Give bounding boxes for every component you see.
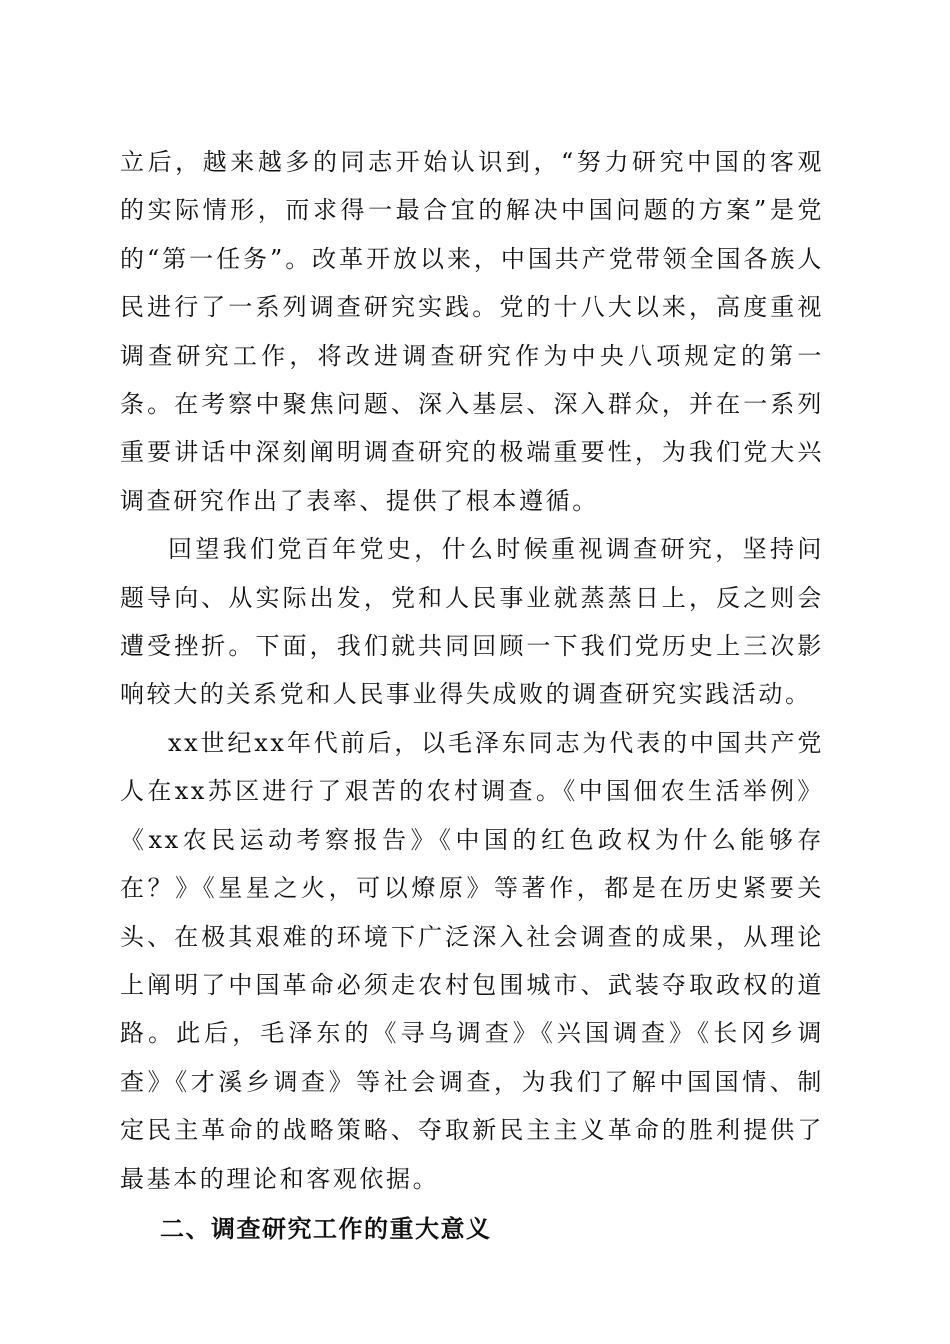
paragraph-rural-investigation: xx世纪xx年代前后，以毛泽东同志为代表的中国共产党人在xx苏区进行了艰苦的农村调查。《中国佃农生活举例》《xx农民运动考察报告》《中国的红色政权为什么能够存在？》《星星之火，可以燎原》等著作，都是在历史紧要关头、在极其艰难的环境下广泛深入社会调查的成果，从理论上阐明了中国革命必须走农村包围城市、武装夺取政权的道路。此后，毛泽东的《寻乌调查》《兴国调查》《长冈乡调查》《才溪乡调查》等社会调查，为我们了解中国国情、制定民主革命的战略策略、夺取新民主主义革命的胜利提供了最基本的理论和客观依据。 (120, 728, 824, 1193)
paragraph-party-history: 回望我们党百年党史，什么时候重视调查研究，坚持问题导向、从实际出发，党和人民事业就蒸蒸日上，反之则会遭受挫折。下面，我们就共同回顾一下我们党历史上三次影响较大的关系党和人民事业得失成败的调查研究实践活动。 (120, 535, 824, 709)
document-body (120, 138, 824, 1255)
section-heading: 二、调查研究工作的重大意义 (160, 1214, 492, 1243)
paragraph-continued: 立后，越来越多的同志开始认识到，“努力研究中国的客观的实际情形，而求得一最合宜的解决中国问题的方案”是党的“第一任务”。改革开放以来，中国共产党带领全国各族人民进行了一系列调查研究实践。党的十八大以来，高度重视调查研究工作，将改进调查研究作为中央八项规定的第一条。在考察中聚焦问题、深入基层、深入群众，并在一系列重要讲话中深刻阐明调查研究的极端重要性，为我们党大兴调查研究作出了表率、提供了根本遵循。 (120, 148, 824, 515)
